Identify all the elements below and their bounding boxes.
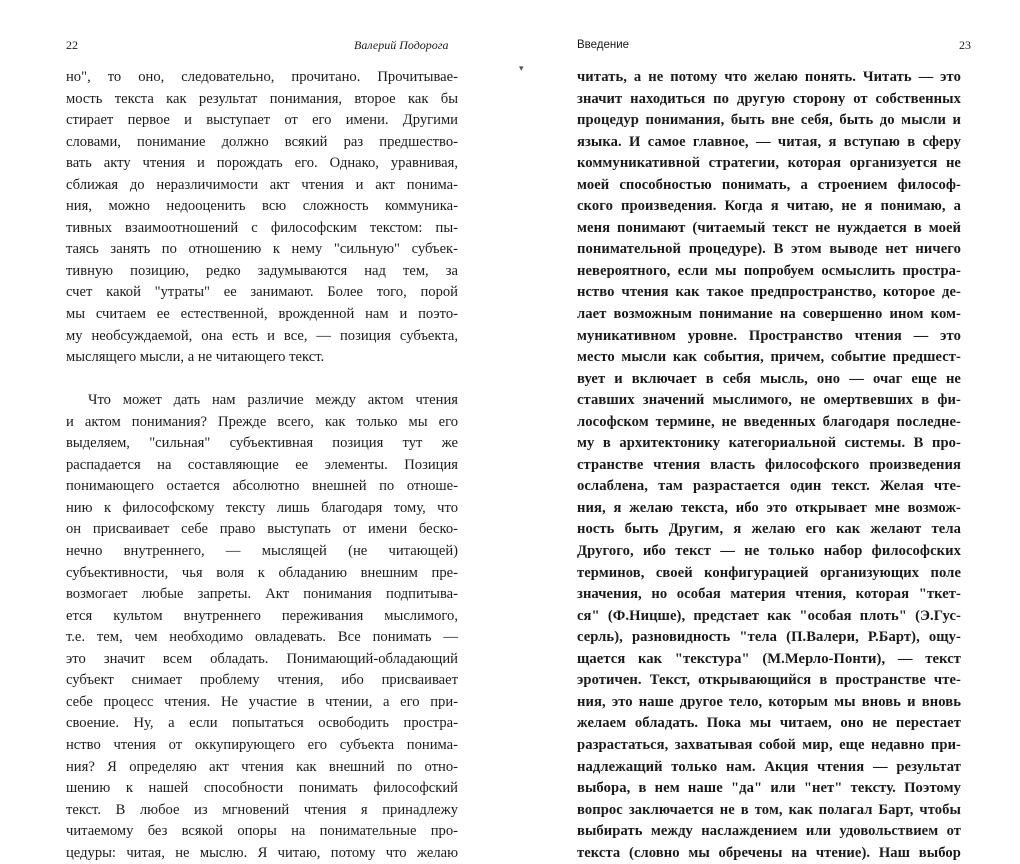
text-line: надлежащий только нам. Акция чтения — результат: [577, 758, 961, 775]
text-line: ется культом внутреннего переживания мыслимого,: [66, 607, 458, 624]
text-line: распадается на составляющие ее элементы. Позиция: [66, 456, 458, 473]
text-line: возмогает любые запреты. Акт понимания подпитыва-: [66, 586, 458, 603]
text-line: но", то оно, следовательно, прочитано. Прочитывае-: [66, 69, 458, 85]
text-line: своение. Ну, а если попытаться освободить простра-: [66, 715, 458, 732]
text-line: коммуникативной стратегии, которая организуется не: [577, 155, 961, 172]
text-line: текста (словно мы обречены на чтение). Наш выбор: [577, 844, 961, 861]
left-body-text: [66, 67, 458, 864]
text-line: вопрос заключается не в том, как полагал Барт, чтобы: [577, 801, 961, 818]
text-line: тивных взаимоотношений с философским текстом: пы-: [66, 219, 458, 236]
left-page-number: 22: [66, 38, 78, 52]
text-line: нство чтения от оккупирующего его субъекта понима-: [66, 736, 458, 753]
text-line: мы считаем ее естественной, врожденной нам и поэто-: [66, 306, 458, 323]
text-line: читаемому без всякой опоры на понимательные про-: [66, 823, 458, 840]
text-line: [66, 369, 458, 391]
text-line: лает возможным понимание на совершенно ином ком-: [577, 306, 961, 323]
text-line: языка. И самое главное, — читая, я вступаю в сферу: [577, 133, 961, 150]
text-line: разрастаться, захватывая собой мир, еще недавно при-: [577, 736, 961, 753]
text-line: нство чтения как такое предпространство, которое де-: [577, 284, 961, 301]
text-line: шению к нашей способности понимать философский: [66, 780, 458, 797]
text-line: ния? Я определяю акт чтения как внешний по отно-: [66, 758, 458, 775]
text-line: желаем обладать. Пока мы читаем, оно не перестает: [577, 715, 961, 732]
text-line: субъект снимает проблему чтения, ибо присваивает: [66, 672, 458, 689]
right-body-text: [577, 67, 961, 864]
text-line: счет какой "утраты" ее занимают. Более того, порой: [66, 284, 458, 301]
text-line: читать, а не потому что желаю понять. Читать — это: [577, 69, 961, 85]
text-line: эротичен. Текст, открывающийся в пространстве чте-: [577, 672, 961, 689]
text-line: мыслящего мысли, а не читающего текст.: [66, 349, 325, 366]
text-line: муникативном уровне. Пространство чтения — это: [577, 327, 961, 344]
text-line: му необсуждаемой, она есть и все, — позиция субъекта,: [66, 327, 458, 344]
text-line: сближая до неразличимости акт чтения и акт понима-: [66, 176, 458, 193]
text-line: нечно внутреннего, — мыслящей (не читающей): [66, 543, 458, 560]
text-line: и актом понимания? Прежде всего, как только мы его: [66, 413, 458, 430]
text-line: вать акту чтения и порождать его. Однако, уравнивая,: [66, 155, 458, 172]
text-line: тивную позицию, редко задумываются над тем, за: [66, 262, 458, 279]
right-page-number: 23: [959, 38, 971, 52]
text-line: нию к философскому тексту лишь благодаря тому, что: [66, 499, 458, 516]
right-running-header: Введение: [577, 39, 630, 51]
text-line: ния, я желаю текста, ибо это открывает мне возмож-: [577, 499, 961, 516]
right-page: [510, 0, 1020, 861]
text-line: словами, понимание должно всякий раз предшество-: [66, 133, 458, 150]
text-line: стирает первое и выступает от его имени. Другими: [66, 112, 458, 129]
text-line: ского произведения. Когда я читаю, не я понимаю, а: [577, 198, 961, 215]
text-line: моей способностью понимать, а строением философ-: [577, 176, 961, 193]
text-line: Что может дать нам различие между актом чтения: [88, 392, 458, 409]
text-line: ния, это наше другое тело, которым мы вновь и вновь: [577, 693, 961, 710]
text-line: меня понимают (читаемый текст не нуждается в моей: [577, 219, 961, 236]
text-line: понимающего остается абсолютно внешней по отноше-: [66, 478, 458, 495]
text-line: странстве чтения власть философского произведения: [577, 456, 961, 473]
text-line: таясь занять по отношению к нему "сильную" субъек-: [66, 241, 458, 258]
text-line: место мысли как события, причем, событие предшест-: [577, 349, 961, 366]
text-line: невероятного, если мы попробуем осмыслить простра-: [577, 262, 961, 279]
text-line: он присваивает себе право выступать от имени беско-: [66, 521, 458, 538]
text-line: субъективности, чья воля к обладанию внешним пре-: [66, 564, 458, 581]
left-running-header: Валерий Подорога: [354, 38, 449, 52]
text-line: терминов, своей конфигурацией организующих поле: [577, 564, 961, 581]
text-line: ставших значений мыслимого, не омертвевших в фи-: [577, 392, 961, 409]
text-line: ность быть Другим, я желаю его как желают тела: [577, 521, 961, 538]
text-line: вует и включает в себя мысль, оно — очаг еще не: [577, 370, 961, 387]
text-line: выбора, в нем наше "да" или "нет" тексту. Поэтому: [577, 780, 961, 797]
text-line: т.е. тем, чем необходимо овладевать. Все понимать —: [66, 629, 458, 646]
text-line: ослаблена, там разрастается один текст. Желая чте-: [577, 478, 961, 495]
text-line: ся" (Ф.Ницше), предстает как "особая плоть" (Э.Гус-: [577, 607, 961, 624]
text-line: текст. В любое из мгновений чтения я принадлежу: [66, 801, 458, 818]
text-line: значит находиться по другую сторону от собственных: [577, 90, 961, 107]
text-line: му в архитектонику категориальной системы. В про-: [577, 435, 961, 452]
text-line: лософском термине, не введенных благодаря последне-: [577, 413, 961, 430]
text-line: выделяем, "сильная" субъективная позиция тут же: [66, 435, 458, 452]
text-line: серль), разновидность "тела (П.Валери, Р.Барт), ощу-: [577, 629, 961, 646]
text-line: себе процесс чтения. Не участие в чтении, а его при-: [66, 693, 458, 710]
text-line: Другого, ибо текст — не только набор философских: [577, 543, 961, 560]
text-line: ния, можно недооценить всю сложность коммуника-: [66, 198, 458, 215]
gutter-mark: ▾: [519, 64, 524, 74]
text-line: это значит всем обладать. Понимающий-обладающий: [66, 650, 458, 667]
text-line: мость текста как результат понимания, второе как бы: [66, 90, 458, 107]
text-line: выбирать между наслаждением или удовольствием от: [577, 823, 961, 840]
text-line: понимательной процедуре). В этом выводе нет ничего: [577, 241, 961, 258]
text-line: щается как "текстура" (М.Мерло-Понти), — текст: [577, 650, 961, 667]
text-line: процедур понимания, быть вне себя, быть до мысли и: [577, 112, 961, 129]
text-line: цедуры: читая, не мыслю. Я читаю, потому что желаю: [66, 844, 458, 861]
text-line: значения, но особая материя чтения, которая "ткет-: [577, 586, 961, 603]
left-page: [0, 0, 505, 861]
